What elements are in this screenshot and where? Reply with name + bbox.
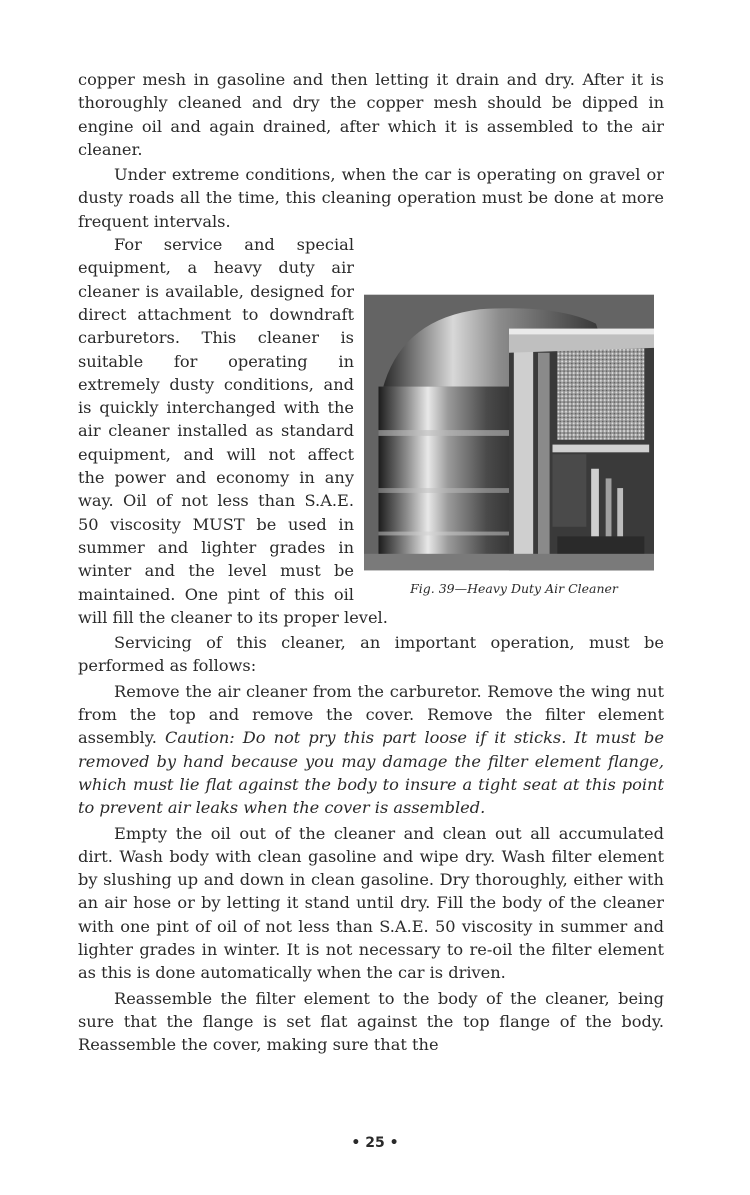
heavy-duty-air-cleaner-image: [364, 290, 654, 575]
paragraph-1: copper mesh in gasoline and then letting it drain and dry. After it is thoroughly cleaned and dry the copper mesh should be dipped in engine oil and again drained, after which it is assembled to the air cleaner.: [78, 70, 664, 159]
paragraph-3-intro: For service and special equipment, a heavy duty air cleaner is available, designed for direct attachment to downdraft carburetors. This cleaner is suitable for operating in extremely dusty conditions, and is quickly interchanged with the air cleaner installed as standard equipment, and will not affect the power and economy in any way. Oil of not less than S.A.E. 50 viscosity MUST be used in summer and lighter grades in winter and the level must be maintained. One pint of this oil will fill the cleaner to its proper level.: [78, 235, 388, 627]
paragraph-2: Under extreme conditions, when the car is operating on gravel or dusty roads all the time, this cleaning operation must be done at more frequent intervals.: [78, 165, 664, 231]
paragraph-6: Empty the oil out of the cleaner and clean out all accumulated dirt. Wash body with clean gasoline and wipe dry. Wash filter element by slushing up and down in clean gasoline. Dry thoroughly, either with an air hose or by letting it stand until dry. Fill the body of the cleaner with one pint of oil of not less than S.A.E. 50 viscosity in summer and lighter grades in winter. It is not necessary to re-oil the filter element as this is done automatically when the car is driven.: [78, 823, 664, 983]
paragraph-5-text: Remove the air cleaner from the carburetor. Remove the wing nut from the top and remove the cover. Remove the filter element assembly.: [78, 681, 664, 748]
page-number: • 25 •: [351, 1135, 399, 1151]
caution-note: Caution: Do not pry this part loose if it sticks. It must be removed by hand because you may damage the filter element flange, which must lie flat against the body to insure a tight seat at this point to prevent air leaks when the cover is assembled.: [78, 728, 664, 818]
figure-39: [364, 290, 664, 597]
paragraph-5: [78, 680, 664, 820]
figure-caption: Fig. 39—Heavy Duty Air Cleaner: [410, 581, 618, 596]
paragraph-7: Reassemble the filter element to the body of the cleaner, being sure that the flange is set flat against the top flange of the body. Reassemble the cover, making sure that the: [78, 988, 664, 1055]
paragraph-4: Servicing of this cleaner, an important operation, must be performed as follows:: [78, 633, 664, 676]
